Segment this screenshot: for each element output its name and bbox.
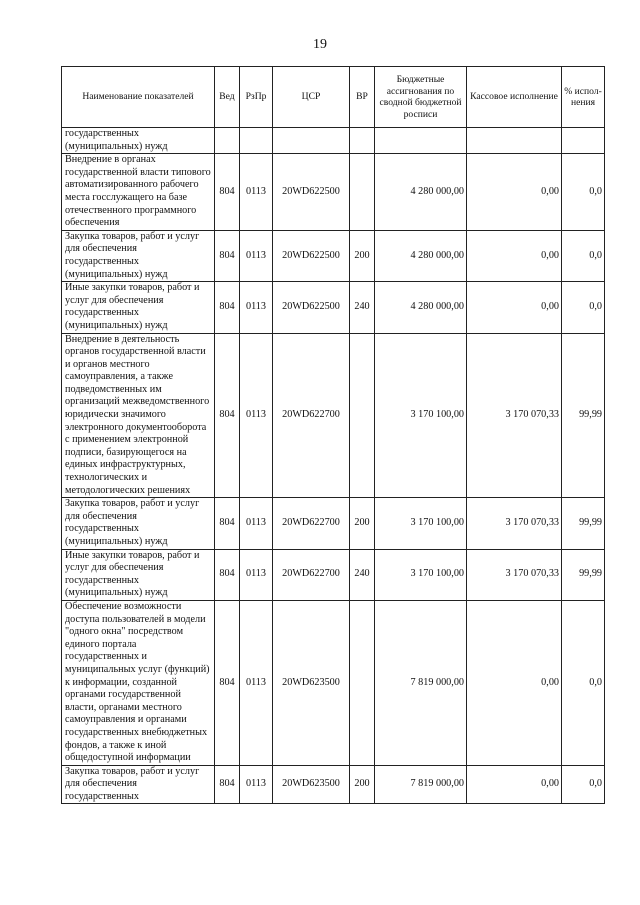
- cell-vr: [350, 333, 375, 498]
- cell-cash: 3 170 070,33: [467, 498, 562, 549]
- header-csr: ЦСР: [273, 67, 350, 128]
- table-row: [62, 549, 605, 600]
- cell-rzpr: [240, 128, 273, 154]
- cell-vr: 200: [350, 498, 375, 549]
- cell-rzpr: 0113: [240, 333, 273, 498]
- cell-ved: 804: [215, 549, 240, 600]
- cell-ved: 804: [215, 154, 240, 231]
- cell-rzpr: 0113: [240, 230, 273, 281]
- cell-name: Внедрение в деятельность органов государственной власти и органов местного самоуправления, а также подведомственных им организаций межведомственного юридически значимого электронного документооборота с применением электронной подписи, базирующегося на единых инфраструктурных, технологических и методологических решениях: [62, 333, 215, 498]
- cell-vr: [350, 600, 375, 765]
- cell-rzpr: 0113: [240, 282, 273, 333]
- cell-ved: 804: [215, 600, 240, 765]
- table-row: [62, 154, 605, 231]
- cell-csr: [273, 128, 350, 154]
- cell-csr: 20WD623500: [273, 600, 350, 765]
- header-rzpr: РзПр: [240, 67, 273, 128]
- cell-pct: [562, 128, 605, 154]
- cell-name: Иные закупки товаров, работ и услуг для обеспечения государственных (муниципальных) нужд: [62, 549, 215, 600]
- cell-csr: 20WD623500: [273, 765, 350, 804]
- table-row: [62, 600, 605, 765]
- cell-vr: 200: [350, 230, 375, 281]
- cell-vr: 240: [350, 549, 375, 600]
- cell-pct: 0,0: [562, 282, 605, 333]
- header-ved: Вед: [215, 67, 240, 128]
- cell-cash: 3 170 070,33: [467, 549, 562, 600]
- cell-name: Внедрение в органах государственной власти типового автоматизированного рабочего места госслужащего на базе отечественного программного обеспечения: [62, 154, 215, 231]
- cell-budget: 3 170 100,00: [375, 549, 467, 600]
- cell-cash: 0,00: [467, 282, 562, 333]
- cell-vr: 240: [350, 282, 375, 333]
- page-number: 19: [313, 37, 327, 52]
- cell-csr: 20WD622500: [273, 230, 350, 281]
- header-vr: ВР: [350, 67, 375, 128]
- cell-rzpr: 0113: [240, 765, 273, 804]
- cell-vr: [350, 128, 375, 154]
- cell-cash: 0,00: [467, 765, 562, 804]
- cell-pct: 99,99: [562, 549, 605, 600]
- cell-name: Обеспечение возможности доступа пользователей в модели "одного окна" посредством единого портала государственных и муниципальных услуг (функций) к информации, созданной органами государственной власти, органами местного самоуправления и органами государственных внебюджетных фондов, а также к иной общедоступной информации: [62, 600, 215, 765]
- cell-csr: 20WD622500: [273, 154, 350, 231]
- table-row: [62, 230, 605, 281]
- cell-vr: [350, 154, 375, 231]
- cell-name: Закупка товаров, работ и услуг для обеспечения государственных (муниципальных) нужд: [62, 498, 215, 549]
- cell-budget: 7 819 000,00: [375, 765, 467, 804]
- cell-cash: 0,00: [467, 230, 562, 281]
- cell-budget: 3 170 100,00: [375, 498, 467, 549]
- cell-budget: 4 280 000,00: [375, 154, 467, 231]
- cell-budget: 3 170 100,00: [375, 333, 467, 498]
- cell-ved: 804: [215, 333, 240, 498]
- cell-ved: 804: [215, 765, 240, 804]
- cell-budget: 4 280 000,00: [375, 282, 467, 333]
- cell-ved: 804: [215, 498, 240, 549]
- table-row: [62, 282, 605, 333]
- cell-pct: 99,99: [562, 498, 605, 549]
- header-row: [62, 67, 605, 128]
- cell-cash: 0,00: [467, 600, 562, 765]
- cell-pct: 0,0: [562, 154, 605, 231]
- table-row: [62, 498, 605, 549]
- cell-budget: [375, 128, 467, 154]
- cell-name: государственных (муниципальных) нужд: [62, 128, 215, 154]
- header-name: Наименование показателей: [62, 67, 215, 128]
- cell-budget: 4 280 000,00: [375, 230, 467, 281]
- cell-budget: 7 819 000,00: [375, 600, 467, 765]
- cell-csr: 20WD622700: [273, 549, 350, 600]
- table-row: [62, 333, 605, 498]
- cell-rzpr: 0113: [240, 498, 273, 549]
- cell-pct: 0,0: [562, 600, 605, 765]
- cell-ved: 804: [215, 230, 240, 281]
- cell-csr: 20WD622700: [273, 333, 350, 498]
- cell-rzpr: 0113: [240, 154, 273, 231]
- cell-name: Закупка товаров, работ и услуг для обеспечения государственных (муниципальных) нужд: [62, 230, 215, 281]
- cell-cash: [467, 128, 562, 154]
- table-row: [62, 128, 605, 154]
- cell-csr: 20WD622500: [273, 282, 350, 333]
- cell-vr: 200: [350, 765, 375, 804]
- budget-table: [61, 66, 605, 804]
- cell-cash: 0,00: [467, 154, 562, 231]
- cell-csr: 20WD622700: [273, 498, 350, 549]
- header-budget: Бюджетные ассигнования по сводной бюджетной росписи: [375, 67, 467, 128]
- cell-pct: 0,0: [562, 230, 605, 281]
- cell-cash: 3 170 070,33: [467, 333, 562, 498]
- cell-name: Иные закупки товаров, работ и услуг для обеспечения государственных (муниципальных) нужд: [62, 282, 215, 333]
- cell-name: Закупка товаров, работ и услуг для обеспечения государственных: [62, 765, 215, 804]
- cell-rzpr: 0113: [240, 549, 273, 600]
- cell-ved: 804: [215, 282, 240, 333]
- table-row: [62, 765, 605, 804]
- cell-pct: 0,0: [562, 765, 605, 804]
- header-cash: Кассовое исполнение: [467, 67, 562, 128]
- cell-ved: [215, 128, 240, 154]
- header-pct: % испол-нения: [562, 67, 605, 128]
- cell-pct: 99,99: [562, 333, 605, 498]
- cell-rzpr: 0113: [240, 600, 273, 765]
